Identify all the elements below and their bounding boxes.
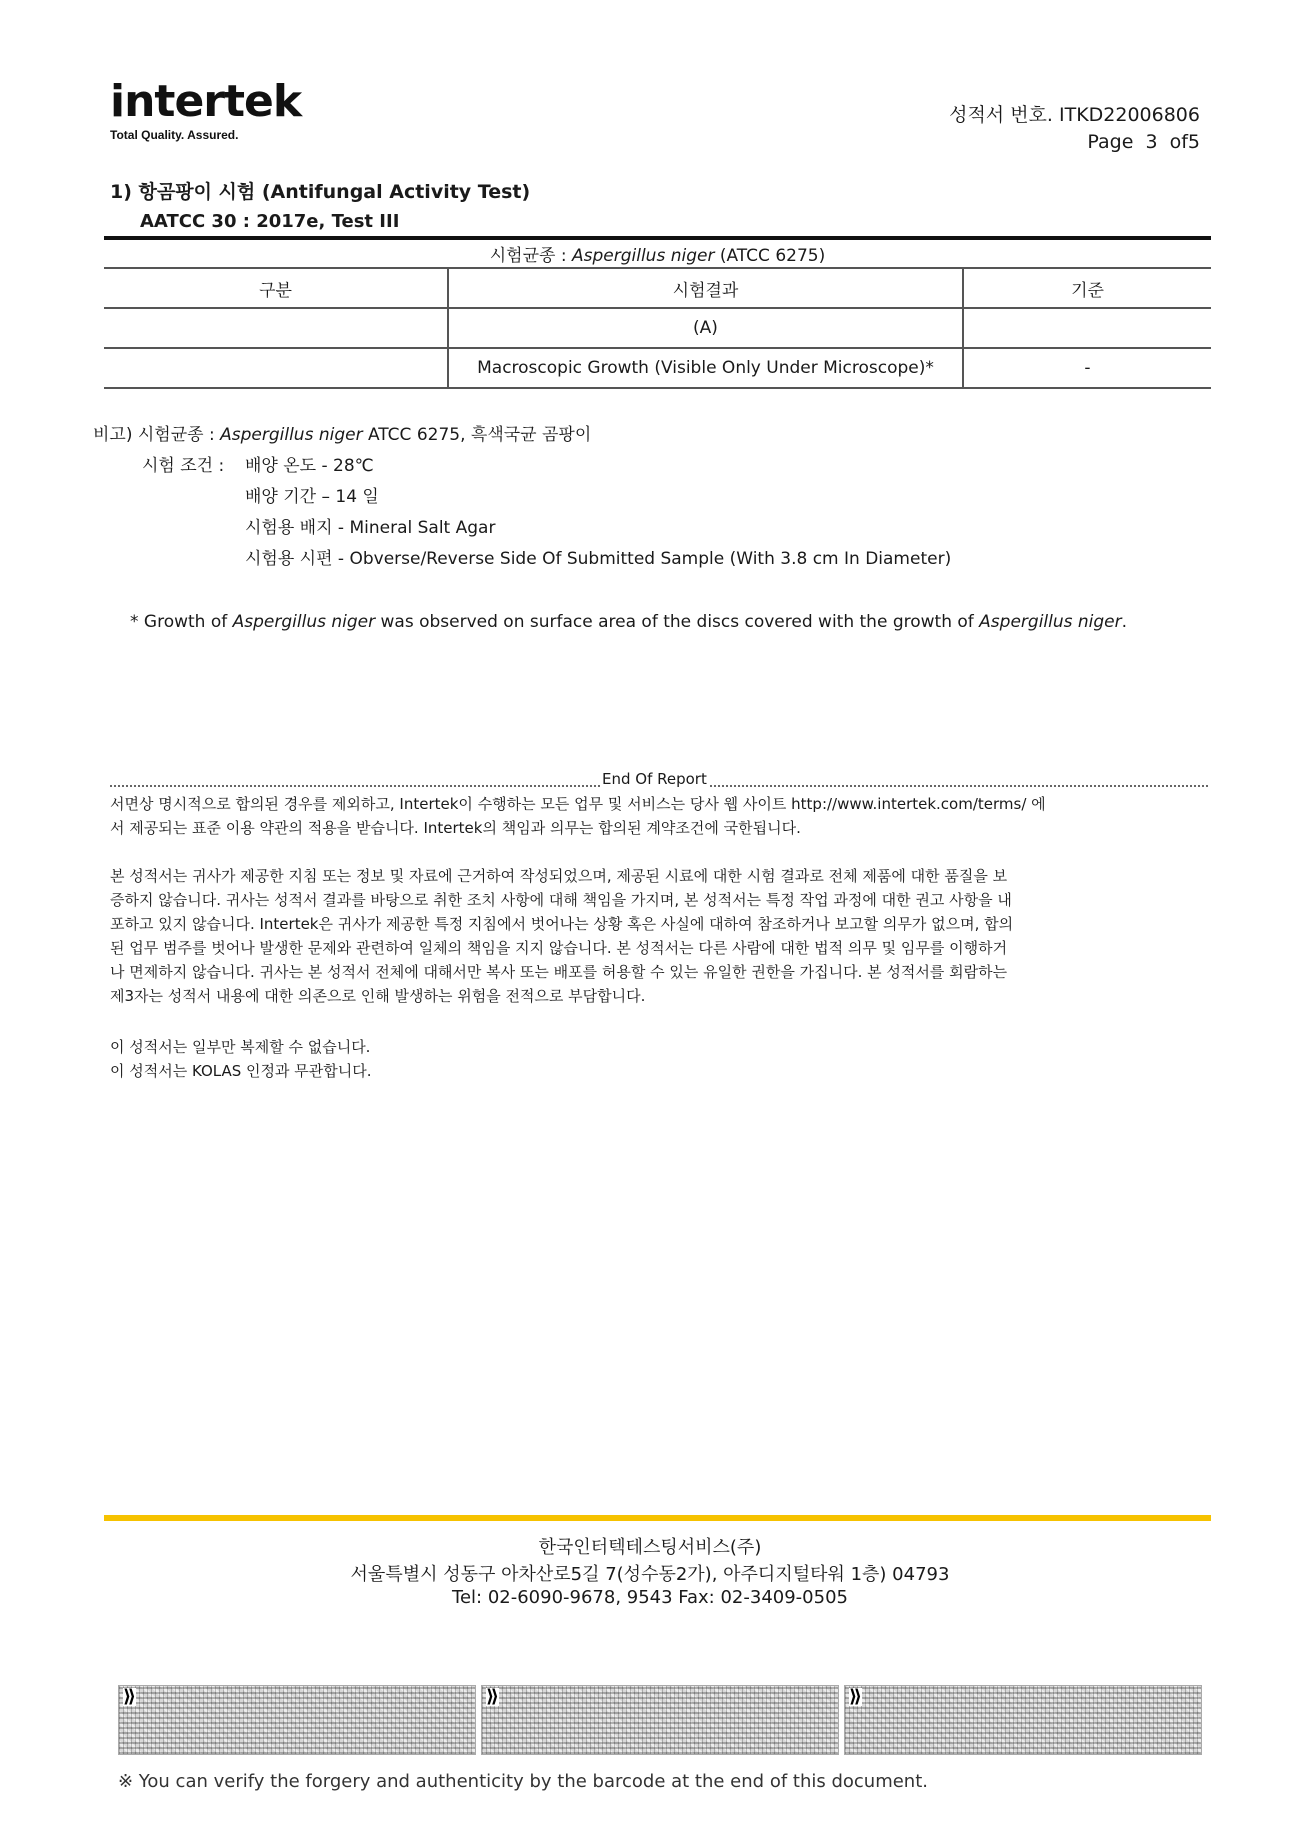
barcode-mark-icon: ⟫	[849, 1686, 862, 1707]
page-number: Page 3 of5	[1087, 131, 1200, 153]
logo-tagline: Total Quality. Assured.	[110, 128, 239, 142]
condition-duration: 배양 기간 – 14 일	[245, 487, 379, 507]
cell-empty	[104, 348, 448, 388]
sample-label: (A)	[448, 308, 963, 348]
table-caption: 시험균종 : Aspergillus niger (ATCC 6275)	[104, 238, 1211, 268]
condition-temperature: 배양 온도 - 28℃	[245, 456, 374, 476]
criteria-value: -	[963, 348, 1211, 388]
result-value: Macroscopic Growth (Visible Only Under Microscope)*	[448, 348, 963, 388]
conditions-label: 시험 조건 :	[142, 456, 225, 476]
header-criteria: 기준	[963, 268, 1211, 308]
table-row	[104, 308, 1211, 348]
company-address: 서울특별시 성동구 아차산로5길 7(성수동2가), 아주디지털타워 1층) 04793	[350, 1564, 950, 1585]
report-number: 성적서 번호. ITKD22006806	[949, 104, 1200, 126]
section-title: 1) 항곰팡이 시험 (Antifungal Activity Test)	[110, 181, 531, 203]
table-row	[104, 348, 1211, 388]
condition-specimen: 시험용 시편 - Obverse/Reverse Side Of Submitted Sample (With 3.8 cm In Diameter)	[245, 549, 952, 569]
barcode-mark-icon: ⟫	[486, 1686, 499, 1707]
table-header-row	[104, 268, 1211, 308]
intertek-logo	[110, 76, 302, 142]
caption-organism: Aspergillus niger	[571, 246, 715, 266]
end-of-report: End Of Report	[602, 770, 707, 788]
barcode-mark-icon: ⟫	[123, 1686, 136, 1707]
results-table	[104, 236, 1211, 389]
footer-accent-bar	[104, 1515, 1211, 1521]
disclaimer-terms: 서면상 명시적으로 합의된 경우를 제외하고, Intertek이 수행하는 모든 업무 및 서비스는 당사 웹 사이트 http://www.intertek.com/terms/ 에 서 제공되는 표준 이용 약관의 적용을 받습니다. Intertek의 책임과 의무는 합의된 계약조건에 국한됩니다.	[110, 795, 1046, 837]
verification-barcode	[844, 1685, 1202, 1755]
company-contact: Tel: 02-6090-9678, 9543 Fax: 02-3409-0505	[452, 1587, 848, 1608]
test-standard: AATCC 30 : 2017e, Test III	[140, 211, 400, 232]
condition-medium: 시험용 배지 - Mineral Salt Agar	[245, 518, 496, 538]
cell-empty	[104, 308, 448, 348]
table-caption-row	[104, 238, 1211, 268]
header-result: 시험결과	[448, 268, 963, 308]
verification-barcode	[118, 1685, 476, 1755]
disclaimer-reproduction: 이 성적서는 일부만 복제할 수 없습니다. 이 성적서는 KOLAS 인정과 무관합니다.	[110, 1038, 372, 1080]
logo-wordmark: intertek	[110, 76, 302, 127]
disclaimer-liability: 본 성적서는 귀사가 제공한 지침 또는 정보 및 자료에 근거하여 작성되었으며, 제공된 시료에 대한 시험 결과로 전체 제품에 대한 품질을 보 증하지 않습니다. 귀사는 성적서 결과를 바탕으로 취한 조치 사항에 대해 책임을 가지며, 본 성적서는 특정 작업 과정에 대한 권고 사항을 내 포하고 있지 않습니다. Intertek은 귀사가 제공한 특정 지침에서 벗어나는 상황 혹은 사실에 대하여 참조하거나 보고할 의무가 없으며, 합의 된 업무 범주를 벗어나 발생한 문제와 관련하여 일체의 책임을 지지 않습니다. 본 성적서는 다른 사람에 대한 법적 의무 및 임무를 이행하거 나 면제하지 않습니다. 귀사는 본 성적서 전체에 대해서만 복사 또는 배포를 허용할 수 있는 유일한 권한을 가집니다. 본 성적서를 회람하는 제3자는 성적서 내용에 대한 의존으로 인해 발생하는 위험을 전적으로 부담합니다.	[110, 867, 1014, 1005]
verification-barcode	[481, 1685, 839, 1755]
growth-footnote: * Growth of Aspergillus niger was observed on surface area of the discs covered with the growth of Aspergillus niger.	[130, 612, 1128, 632]
cell-empty	[963, 308, 1211, 348]
verification-note: ※ You can verify the forgery and authenticity by the barcode at the end of this document.	[118, 1771, 928, 1792]
header-category: 구분	[104, 268, 448, 308]
remarks-organism: 비고) 시험균종 : Aspergillus niger ATCC 6275, 흑색국균 곰팡이	[93, 425, 592, 445]
company-name: 한국인터텍테스팅서비스(주)	[538, 1537, 762, 1558]
